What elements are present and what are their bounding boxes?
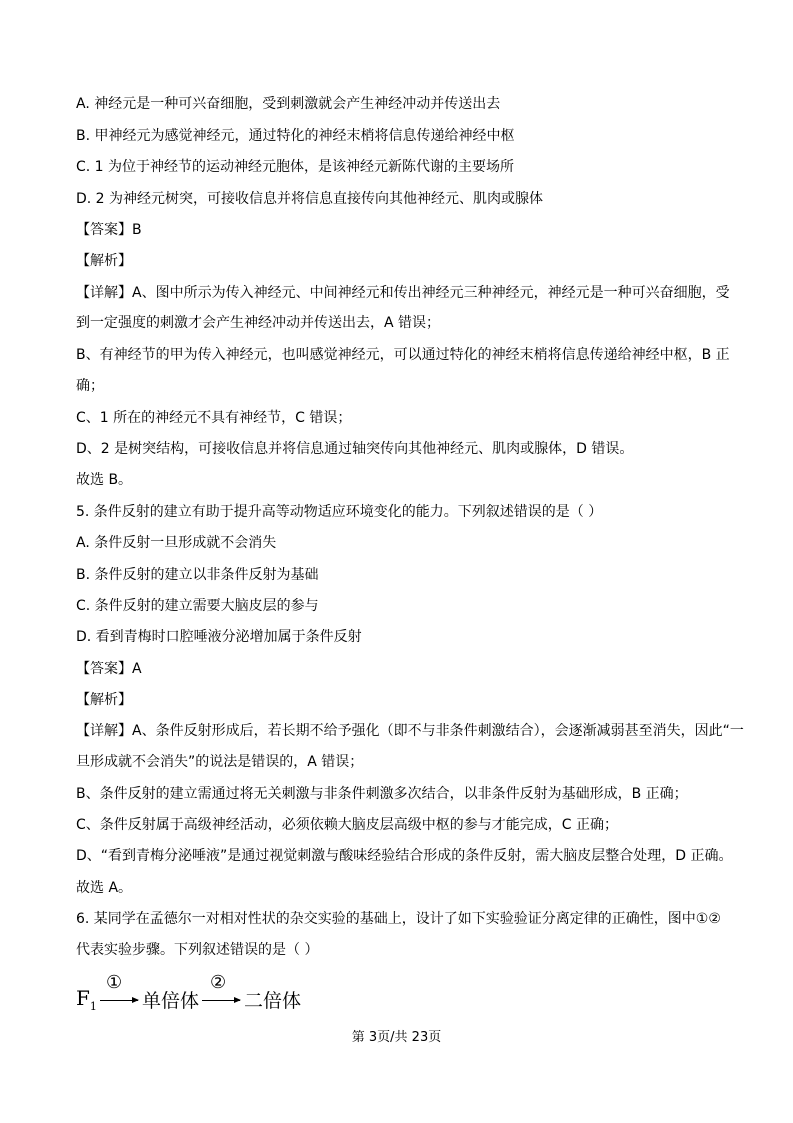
f-letter: F: [76, 986, 90, 1010]
step-1-label: ①: [106, 972, 123, 993]
explanation-line: 到一定强度的刺激才会产生神经冲动并传送出去，A 错误；: [76, 315, 441, 331]
arrow-1: [100, 1000, 138, 1001]
answer-label: 【答案】B: [76, 222, 142, 238]
explanation-line: 【详解】A、图中所示为传入神经元、中间神经元和传出神经元三种神经元，神经元是一种可兴奋细胞，受: [76, 285, 730, 301]
option-a: A. 神经元是一种可兴奋细胞，受到刺激就会产生神经冲动并传送出去: [76, 96, 501, 112]
experiment-flow-diagram: [76, 972, 376, 1016]
option-c: C. 1 为位于神经节的运动神经元胞体，是该神经元新陈代谢的主要场所: [76, 159, 515, 175]
option-b: B. 条件反射的建立以非条件反射为基础: [76, 567, 319, 583]
page-footer: 第 3页/共 23页: [351, 1030, 442, 1045]
answer-label: 【答案】A: [76, 661, 142, 677]
option-d: D. 看到青梅时口腔唾液分泌增加属于条件反射: [76, 629, 362, 645]
question-6: 6. 某同学在孟德尔一对相对性状的杂交实验的基础上，设计了如下实验验证分离定律的正确性，图中①②: [76, 911, 721, 927]
explanation-line: 【详解】A、条件反射形成后，若长期不给予强化（即不与非条件刺激结合），会逐渐减弱甚至消失，因此“一: [76, 723, 744, 739]
explanation-line: B、条件反射的建立需通过将无关刺激与非条件刺激多次结合，以非条件反射为基础形成，B 正确；: [76, 786, 688, 802]
f1-label: [76, 986, 97, 1013]
explanation-line: C、1 所在的神经元不具有神经节，C 错误；: [76, 410, 352, 426]
question-6-cont: 代表实验步骤。下列叙述错误的是（ ）: [76, 942, 319, 958]
explanation-line: D、“看到青梅分泌唾液”是通过视觉刺激与酸味经验结合形成的条件反射，需大脑皮层整合处理，D 正确。: [76, 848, 733, 864]
f-subscript: 1: [89, 1000, 97, 1013]
option-a: A. 条件反射一旦形成就不会消失: [76, 535, 277, 551]
arrow-2: [202, 1000, 240, 1001]
explanation-line: 确；: [76, 378, 104, 394]
haploid-label: 单倍体: [142, 990, 200, 1012]
step-2-label: ②: [210, 972, 227, 993]
analysis-label: 【解析】: [76, 253, 132, 269]
question-5: 5. 条件反射的建立有助于提升高等动物适应环境变化的能力。下列叙述错误的是（ ）: [76, 504, 603, 520]
option-d: D. 2 为神经元树突，可接收信息并将信息直接传向其他神经元、肌肉或腺体: [76, 191, 544, 207]
explanation-line: 旦形成就不会消失”的说法是错误的，A 错误；: [76, 754, 364, 770]
analysis-label: 【解析】: [76, 692, 132, 708]
explanation-line: C、条件反射属于高级神经活动，必须依赖大脑皮层高级中枢的参与才能完成，C 正确；: [76, 817, 618, 833]
explanation-line: B、有神经节的甲为传入神经元，也叫感觉神经元，可以通过特化的神经末梢将信息传递给神经中枢，B 正: [76, 347, 730, 363]
option-b: B. 甲神经元为感觉神经元，通过特化的神经末梢将信息传递给神经中枢: [76, 128, 515, 144]
option-c: C. 条件反射的建立需要大脑皮层的参与: [76, 598, 319, 614]
explanation-line: D、2 是树突结构，可接收信息并将信息通过轴突传向其他神经元、肌肉或腺体，D 错误。: [76, 441, 634, 457]
diploid-label: 二倍体: [244, 990, 302, 1012]
conclusion-line: 故选 B。: [76, 472, 133, 488]
conclusion-line: 故选 A。: [76, 880, 133, 896]
